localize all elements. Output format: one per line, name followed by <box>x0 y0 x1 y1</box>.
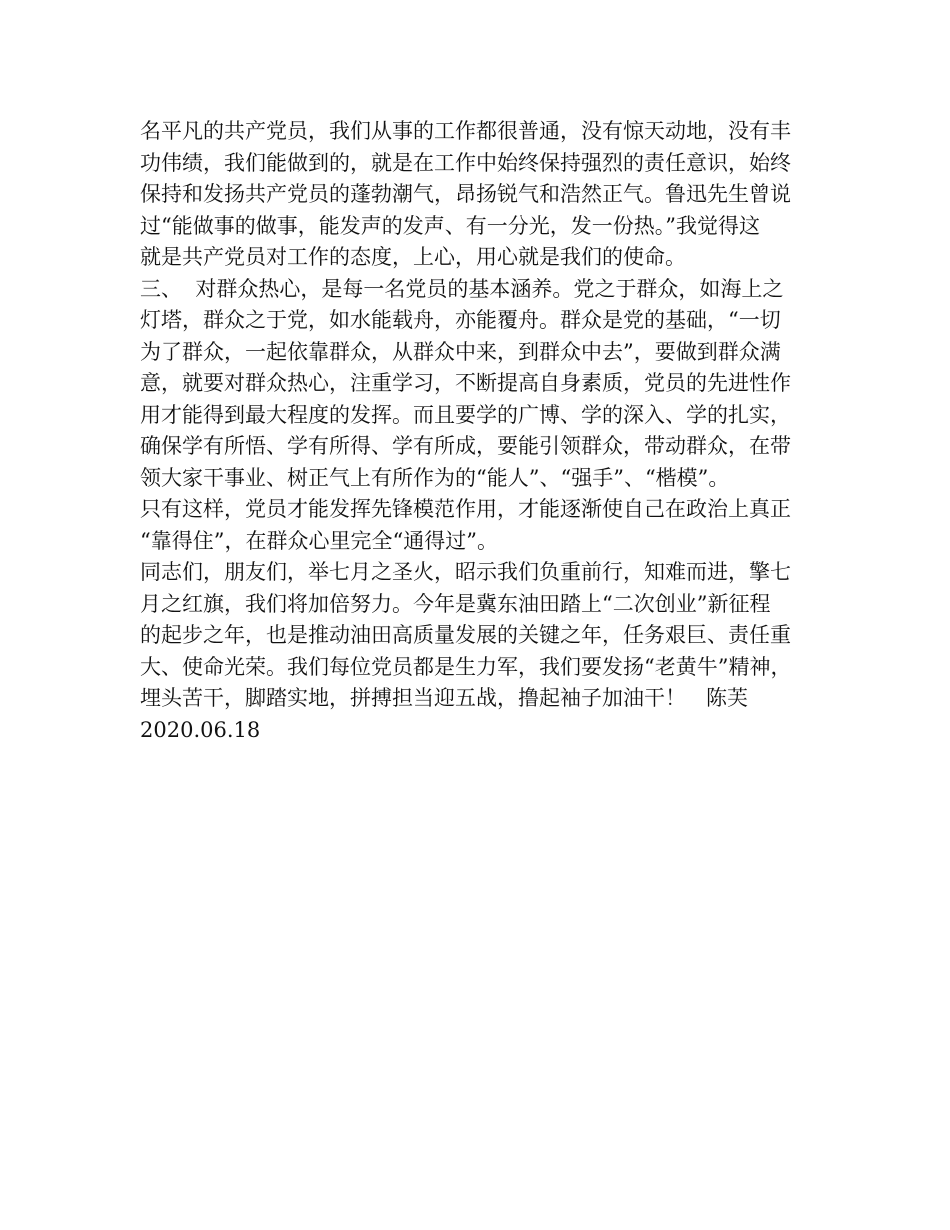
text-line: 领大家干事业、树正气上有所作为的“能人”、“强手”、“楷模”。 <box>140 465 730 490</box>
text-line: 的起步之年，也是推动油田高质量发展的关键之年，任务艰巨、责任重 <box>140 623 791 647</box>
text-line: 只有这样，党员才能发挥先锋模范作用，才能逐渐使自己在政治上真正 <box>140 497 791 521</box>
text-line: 就是共产党员对工作的态度，上心，用心就是我们的使命。 <box>140 245 686 269</box>
text-line: 意，就要对群众热心，注重学习，不断提高自身素质，党员的先进性作 <box>140 371 791 395</box>
text-line: 为了群众，一起依靠群众，从群众中来，到群众中去”，要做到群众满 <box>140 339 781 364</box>
text-line: 确保学有所悟、学有所得、学有所成，要能引领群众，带动群众，在带 <box>140 434 791 458</box>
text-line: 用才能得到最大程度的发挥。而且要学的广博、学的深入、学的扎实， <box>140 402 791 427</box>
text-line: “靠得住”，在群众心里完全“通得过”。 <box>140 528 498 553</box>
text-line: 月之红旗，我们将加倍努力。今年是冀东油田踏上“二次创业”新征程 <box>140 591 771 616</box>
text-line: 过“能做事的做事，能发声的发声、有一分光，发一份热。”我觉得这 <box>140 213 760 238</box>
text-line: 名平凡的共产党员，我们从事的工作都很普通，没有惊天动地，没有丰 <box>140 119 791 143</box>
text-line: 灯塔，群众之于党，如水能载舟，亦能覆舟。群众是党的基础，“一切 <box>140 308 781 332</box>
text-line: 埋头苦干，脚踏实地，拼搏担当迎五战，撸起袖子加油干！ 陈芙 <box>140 686 749 710</box>
text-line: 功伟绩，我们能做到的，就是在工作中始终保持强烈的责任意识，始终 <box>140 150 791 175</box>
text-line: 同志们，朋友们，举七月之圣火，昭示我们负重前行，知难而进，擎七 <box>140 560 791 584</box>
text-line: 保持和发扬共产党员的蓬勃潮气，昂扬锐气和浩然正气。鲁迅先生曾说 <box>140 182 791 206</box>
document-body <box>140 116 830 746</box>
text-line: 大、使命光荣。我们每位党员都是生力军，我们要发扬“老黄牛”精神， <box>140 654 792 679</box>
text-line: 三、 对群众热心，是每一名党员的基本涵养。党之于群众，如海上之 <box>140 276 784 301</box>
date-line: 2020.06.18 <box>140 717 261 742</box>
